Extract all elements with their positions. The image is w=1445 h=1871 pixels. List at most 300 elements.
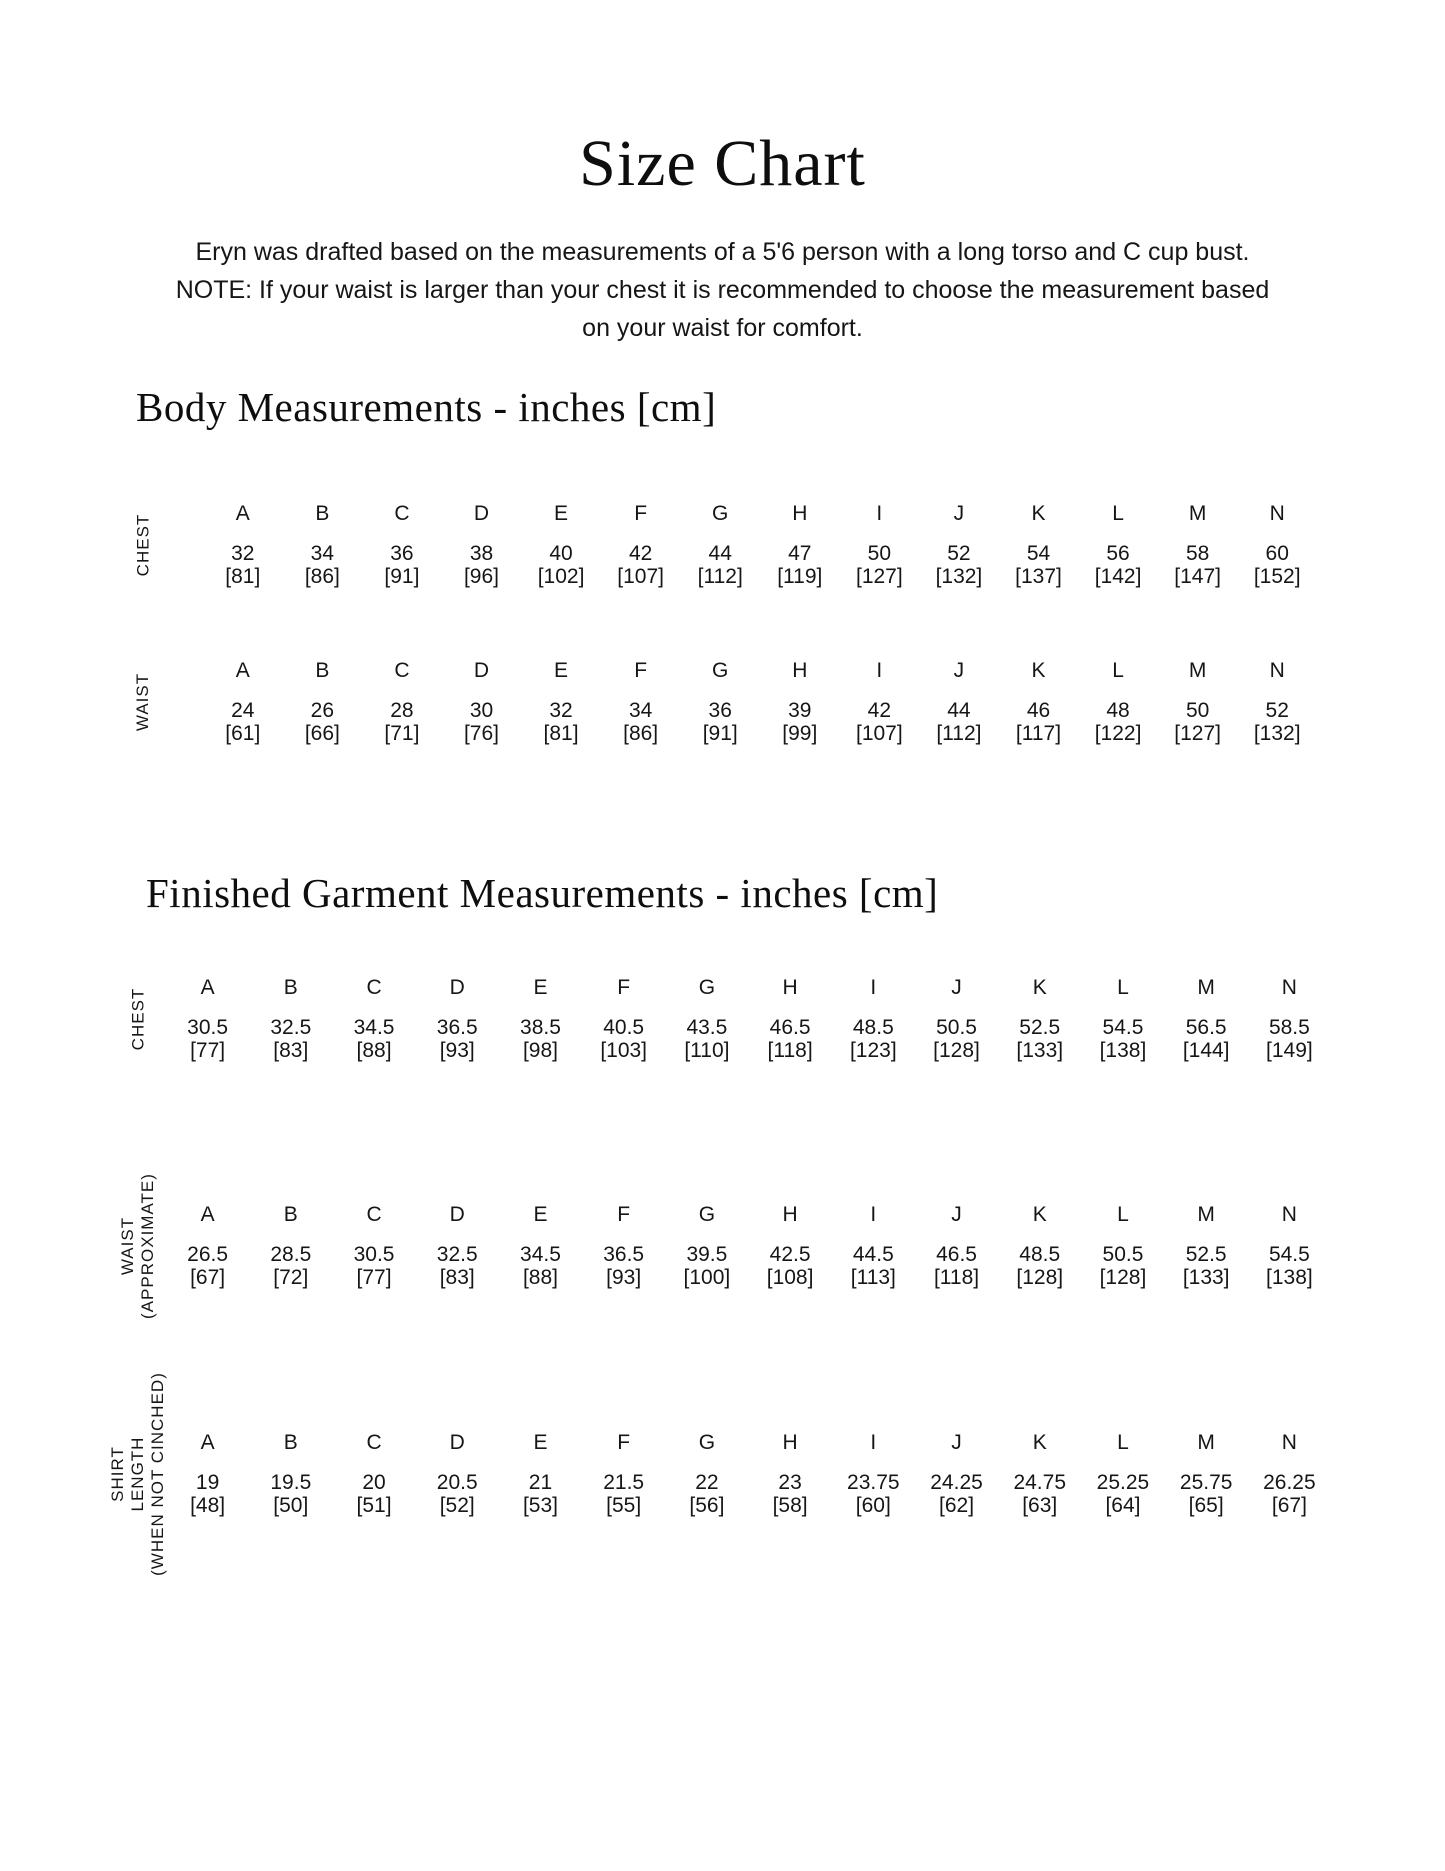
size-value-cm: [81] <box>543 722 579 745</box>
size-cell-a <box>203 502 283 588</box>
size-letter: K <box>1032 1203 1047 1226</box>
size-letter: J <box>951 1203 962 1226</box>
size-value-inches: 24.25 <box>930 1471 983 1494</box>
size-letter: A <box>235 502 250 525</box>
size-value-inches: 20.5 <box>436 1471 478 1494</box>
size-cell-c <box>332 1431 415 1517</box>
size-value-inches: 21.5 <box>603 1471 645 1494</box>
size-value-cm: [112] <box>697 565 743 588</box>
size-cell-d <box>416 1431 499 1517</box>
size-letter: F <box>617 976 631 999</box>
size-value-cm: [149] <box>1266 1039 1313 1062</box>
size-value-inches: 42 <box>867 699 892 722</box>
size-value-cm: [91] <box>702 722 738 745</box>
size-value-inches: 48 <box>1106 699 1130 722</box>
size-letter: B <box>283 1203 298 1226</box>
size-letter: E <box>533 1431 548 1454</box>
size-letter: C <box>394 659 410 682</box>
size-value-cm: [77] <box>190 1039 226 1062</box>
size-cell-i <box>832 976 915 1062</box>
size-value-inches: 36.5 <box>603 1243 645 1266</box>
size-value-inches: 34 <box>310 542 335 565</box>
size-letter: F <box>617 1431 631 1454</box>
size-value-inches: 36 <box>708 699 732 722</box>
size-value-cm: [107] <box>855 722 903 745</box>
size-letter: G <box>698 1203 716 1226</box>
size-cell-g <box>665 976 748 1062</box>
size-grid <box>203 502 1317 588</box>
size-value-cm: [88] <box>356 1039 392 1062</box>
size-value-cm: [119] <box>777 565 823 588</box>
size-cell-i <box>840 659 920 745</box>
size-value-cm: [132] <box>1253 722 1301 745</box>
size-value-inches: 46.5 <box>936 1243 977 1266</box>
size-value-inches: 39.5 <box>686 1243 728 1266</box>
size-value-inches: 54.5 <box>1102 1016 1144 1039</box>
size-cell-a <box>203 659 283 745</box>
size-value-inches: 39 <box>788 699 812 722</box>
size-value-inches: 24 <box>231 699 255 722</box>
size-value-cm: [50] <box>273 1494 309 1517</box>
size-letter: G <box>698 1431 716 1454</box>
size-letter: I <box>876 502 883 525</box>
size-value-cm: [103] <box>600 1039 648 1062</box>
size-value-inches: 48.5 <box>1019 1243 1061 1266</box>
size-value-inches: 19.5 <box>270 1471 312 1494</box>
row-label-chest <box>128 988 148 1051</box>
size-cell-k <box>998 976 1081 1062</box>
row-label-line: (WHEN NOT CINCHED) <box>148 1372 168 1576</box>
size-value-cm: [83] <box>273 1039 309 1062</box>
size-value-inches: 38.5 <box>520 1016 561 1039</box>
size-cell-d <box>416 976 499 1062</box>
row-label-line: WAIST <box>118 1216 137 1276</box>
section-heading-finished-garment: Finished Garment Measurements - inches [cm] <box>146 870 939 916</box>
row-body-chest <box>0 502 1445 612</box>
size-letter: N <box>1281 976 1297 999</box>
size-cell-m <box>1165 1431 1248 1517</box>
size-value-inches: 46 <box>1026 699 1051 722</box>
size-letter: G <box>712 659 729 682</box>
size-value-inches: 54 <box>1026 542 1051 565</box>
size-value-cm: [99] <box>782 722 818 745</box>
row-label-chest <box>133 514 153 577</box>
size-cell-n <box>1248 1431 1331 1517</box>
size-letter: D <box>473 659 490 682</box>
size-value-cm: [58] <box>772 1494 808 1517</box>
size-value-cm: [113] <box>850 1266 896 1289</box>
size-value-inches: 30 <box>469 699 494 722</box>
size-value-inches: 28.5 <box>270 1243 312 1266</box>
size-value-cm: [51] <box>356 1494 392 1517</box>
size-cell-l <box>1081 976 1164 1062</box>
size-value-inches: 44 <box>947 699 971 722</box>
size-value-inches: 56 <box>1106 542 1130 565</box>
size-grid <box>166 1203 1331 1289</box>
row-label-line: CHEST <box>133 513 152 577</box>
size-value-cm: [123] <box>849 1039 897 1062</box>
size-cell-k <box>998 1203 1081 1289</box>
row-label-waist <box>133 673 153 731</box>
size-cell-n <box>1237 502 1317 588</box>
size-value-cm: [77] <box>356 1266 392 1289</box>
size-cell-j <box>919 659 999 745</box>
size-grid <box>166 1431 1331 1517</box>
size-letter: B <box>283 976 298 999</box>
size-value-inches: 26.5 <box>187 1243 229 1266</box>
size-letter: M <box>1197 976 1215 999</box>
size-value-cm: [55] <box>606 1494 642 1517</box>
row-finished-shirt-length <box>0 1372 1445 1576</box>
size-letter: G <box>698 976 716 999</box>
size-letter: C <box>366 976 382 999</box>
size-letter: I <box>870 1431 877 1454</box>
size-letter: J <box>953 659 965 682</box>
size-value-cm: [53] <box>522 1494 558 1517</box>
size-value-cm: [52] <box>439 1494 475 1517</box>
size-value-cm: [62] <box>939 1494 975 1517</box>
size-letter: G <box>712 502 729 525</box>
size-letter: M <box>1197 1203 1215 1226</box>
size-cell-d <box>416 1203 499 1289</box>
size-letter: K <box>1032 976 1047 999</box>
size-value-cm: [117] <box>1015 722 1062 745</box>
size-cell-n <box>1248 976 1331 1062</box>
size-value-cm: [61] <box>225 722 261 745</box>
size-value-cm: [144] <box>1182 1039 1230 1062</box>
size-letter: D <box>449 976 465 999</box>
size-cell-e <box>521 502 601 588</box>
size-value-inches: 44 <box>708 542 732 565</box>
size-cell-n <box>1248 1203 1331 1289</box>
size-value-cm: [142] <box>1094 565 1142 588</box>
size-value-inches: 30.5 <box>353 1243 395 1266</box>
size-letter: H <box>782 1203 798 1226</box>
size-letter: L <box>1117 1203 1129 1226</box>
size-letter: D <box>449 1203 465 1226</box>
intro-line-1: Eryn was drafted based on the measurements of a 5'6 person with a long torso and C cup bust. <box>195 238 1250 266</box>
size-value-cm: [76] <box>463 722 499 745</box>
size-letter: N <box>1269 502 1285 525</box>
size-value-inches: 26 <box>310 699 335 722</box>
size-value-cm: [108] <box>766 1266 814 1289</box>
size-value-inches: 46.5 <box>769 1016 811 1039</box>
page-title: Size Chart <box>579 127 866 200</box>
size-value-cm: [152] <box>1253 565 1301 588</box>
size-cell-c <box>332 1203 415 1289</box>
size-value-cm: [127] <box>1174 722 1221 745</box>
size-letter: N <box>1281 1431 1297 1454</box>
size-cell-l <box>1081 1431 1164 1517</box>
size-letter: A <box>200 1431 215 1454</box>
size-value-cm: [67] <box>1271 1494 1307 1517</box>
size-value-cm: [48] <box>190 1494 226 1517</box>
row-label-line: LENGTH <box>128 1436 148 1512</box>
size-cell-a <box>166 1431 249 1517</box>
row-label-line: WAIST <box>132 672 152 732</box>
size-cell-n <box>1237 659 1317 745</box>
size-letter: B <box>283 1431 298 1454</box>
size-value-inches: 58.5 <box>1268 1016 1310 1039</box>
size-cell-d <box>442 659 522 745</box>
size-cell-g <box>680 502 760 588</box>
size-value-cm: [88] <box>522 1266 558 1289</box>
size-value-inches: 19 <box>195 1471 220 1494</box>
size-letter: H <box>782 976 798 999</box>
size-cell-m <box>1158 659 1238 745</box>
row-label-line: CHEST <box>128 987 147 1051</box>
size-cell-l <box>1078 502 1158 588</box>
size-letter: F <box>617 1203 631 1226</box>
size-cell-b <box>283 659 363 745</box>
size-value-inches: 50 <box>867 542 892 565</box>
size-cell-j <box>915 976 998 1062</box>
size-cell-a <box>166 976 249 1062</box>
size-letter: L <box>1117 976 1129 999</box>
size-value-inches: 36.5 <box>436 1016 478 1039</box>
size-cell-b <box>249 1203 332 1289</box>
size-value-cm: [60] <box>855 1494 891 1517</box>
intro-line-3: on your waist for comfort. <box>582 314 863 342</box>
size-value-cm: [96] <box>463 565 499 588</box>
size-value-cm: [93] <box>439 1039 475 1062</box>
row-label-waist-approximate <box>118 1173 158 1319</box>
size-value-cm: [83] <box>439 1266 475 1289</box>
size-letter: L <box>1112 659 1124 682</box>
size-letter: C <box>366 1203 382 1226</box>
size-value-cm: [118] <box>933 1266 980 1289</box>
row-finished-waist-approximate <box>0 1173 1445 1319</box>
size-cell-l <box>1081 1203 1164 1289</box>
size-value-cm: [93] <box>606 1266 642 1289</box>
size-value-inches: 52.5 <box>1185 1243 1227 1266</box>
section-heading-body-measurements: Body Measurements - inches [cm] <box>136 384 717 430</box>
size-letter: A <box>200 976 215 999</box>
size-letter: E <box>554 502 569 525</box>
size-value-inches: 50.5 <box>936 1016 977 1039</box>
size-value-inches: 58 <box>1185 542 1210 565</box>
size-value-cm: [91] <box>384 565 420 588</box>
size-letter: L <box>1117 1431 1129 1454</box>
size-value-inches: 32 <box>231 542 255 565</box>
size-value-cm: [112] <box>936 722 982 745</box>
size-letter: I <box>876 659 883 682</box>
size-cell-i <box>840 502 920 588</box>
size-value-cm: [81] <box>225 565 261 588</box>
size-value-inches: 48.5 <box>852 1016 894 1039</box>
size-cell-g <box>665 1203 748 1289</box>
size-letter: C <box>366 1431 382 1454</box>
size-value-cm: [72] <box>273 1266 309 1289</box>
size-value-cm: [118] <box>767 1039 813 1062</box>
size-value-cm: [147] <box>1174 565 1221 588</box>
size-letter: J <box>951 976 962 999</box>
size-value-cm: [63] <box>1022 1494 1058 1517</box>
size-cell-h <box>749 1431 832 1517</box>
row-label-shirt-length <box>108 1372 168 1576</box>
size-cell-d <box>442 502 522 588</box>
size-cell-h <box>749 1203 832 1289</box>
size-cell-k <box>998 1431 1081 1517</box>
size-cell-m <box>1165 976 1248 1062</box>
row-label-line: (APPROXIMATE) <box>138 1173 157 1319</box>
size-value-inches: 50 <box>1185 699 1210 722</box>
size-cell-e <box>499 976 582 1062</box>
size-cell-b <box>249 976 332 1062</box>
size-cell-a <box>166 1203 249 1289</box>
size-value-inches: 54.5 <box>1268 1243 1310 1266</box>
size-letter: K <box>1031 659 1046 682</box>
size-cell-f <box>582 1431 665 1517</box>
row-label-wrap <box>63 627 223 777</box>
size-letter: H <box>792 659 808 682</box>
size-letter: N <box>1269 659 1285 682</box>
size-letter: M <box>1188 502 1207 525</box>
size-value-cm: [133] <box>1182 1266 1230 1289</box>
size-letter: J <box>953 502 965 525</box>
size-value-inches: 60 <box>1265 542 1289 565</box>
size-value-inches: 26.25 <box>1263 1471 1316 1494</box>
row-body-waist <box>0 659 1445 769</box>
size-value-inches: 23.75 <box>847 1471 900 1494</box>
size-cell-j <box>915 1203 998 1289</box>
size-value-inches: 40.5 <box>603 1016 645 1039</box>
size-value-inches: 52 <box>947 542 971 565</box>
size-cell-h <box>760 659 840 745</box>
size-value-cm: [102] <box>537 565 585 588</box>
size-value-inches: 56.5 <box>1185 1016 1227 1039</box>
size-grid <box>203 659 1317 745</box>
size-value-inches: 23 <box>778 1471 802 1494</box>
size-cell-b <box>283 502 363 588</box>
size-cell-f <box>601 502 681 588</box>
size-value-cm: [56] <box>689 1494 725 1517</box>
size-value-cm: [66] <box>304 722 340 745</box>
size-cell-g <box>680 659 760 745</box>
size-value-inches: 28 <box>390 699 414 722</box>
size-letter: J <box>951 1431 962 1454</box>
size-value-inches: 42.5 <box>769 1243 811 1266</box>
size-cell-f <box>582 976 665 1062</box>
size-value-cm: [100] <box>683 1266 731 1289</box>
size-letter: H <box>792 502 808 525</box>
size-cell-m <box>1158 502 1238 588</box>
size-value-cm: [138] <box>1099 1039 1147 1062</box>
size-value-cm: [107] <box>617 565 664 588</box>
size-value-inches: 21 <box>528 1471 553 1494</box>
size-value-inches: 52 <box>1265 699 1289 722</box>
size-letter: B <box>315 659 330 682</box>
size-cell-k <box>999 659 1079 745</box>
size-letter: E <box>554 659 569 682</box>
size-letter: I <box>870 1203 877 1226</box>
size-value-cm: [127] <box>855 565 903 588</box>
size-cell-e <box>521 659 601 745</box>
size-letter: C <box>394 502 410 525</box>
size-letter: L <box>1112 502 1124 525</box>
size-value-inches: 32.5 <box>270 1016 312 1039</box>
size-letter: M <box>1197 1431 1215 1454</box>
size-value-cm: [67] <box>190 1266 226 1289</box>
size-value-cm: [64] <box>1105 1494 1141 1517</box>
intro-text <box>0 233 1445 347</box>
size-value-cm: [86] <box>304 565 340 588</box>
size-value-inches: 34 <box>628 699 653 722</box>
size-cell-j <box>915 1431 998 1517</box>
row-finished-chest <box>0 976 1445 1086</box>
size-letter: N <box>1281 1203 1297 1226</box>
size-value-cm: [128] <box>1016 1266 1064 1289</box>
size-value-inches: 34.5 <box>520 1243 561 1266</box>
size-value-cm: [98] <box>522 1039 558 1062</box>
size-value-inches: 50.5 <box>1102 1243 1144 1266</box>
size-value-cm: [137] <box>1015 565 1062 588</box>
size-cell-c <box>362 659 442 745</box>
size-value-cm: [128] <box>1099 1266 1147 1289</box>
size-cell-h <box>749 976 832 1062</box>
size-grid <box>166 976 1331 1062</box>
size-value-inches: 32 <box>549 699 573 722</box>
size-value-inches: 30.5 <box>187 1016 229 1039</box>
size-letter: K <box>1031 502 1046 525</box>
size-value-cm: [65] <box>1188 1494 1224 1517</box>
size-letter: E <box>533 976 548 999</box>
size-cell-i <box>832 1203 915 1289</box>
size-value-inches: 24.75 <box>1013 1471 1067 1494</box>
size-value-inches: 22 <box>695 1471 719 1494</box>
size-value-inches: 43.5 <box>686 1016 728 1039</box>
intro-line-2: NOTE: If your waist is larger than your chest it is recommended to choose the measurement based <box>175 276 1270 304</box>
size-letter: F <box>634 502 648 525</box>
size-value-cm: [128] <box>933 1039 980 1062</box>
size-value-inches: 36 <box>390 542 414 565</box>
size-value-inches: 38 <box>469 542 494 565</box>
row-label-line: SHIRT <box>108 1446 128 1502</box>
size-letter: B <box>315 502 330 525</box>
size-cell-c <box>332 976 415 1062</box>
size-letter: D <box>449 1431 465 1454</box>
size-letter: E <box>533 1203 548 1226</box>
size-letter: F <box>634 659 648 682</box>
size-value-cm: [132] <box>935 565 983 588</box>
size-cell-l <box>1078 659 1158 745</box>
size-cell-m <box>1165 1203 1248 1289</box>
size-letter: A <box>235 659 250 682</box>
size-value-inches: 34.5 <box>353 1016 395 1039</box>
size-value-inches: 25.75 <box>1179 1471 1233 1494</box>
size-cell-i <box>832 1431 915 1517</box>
size-value-cm: [138] <box>1266 1266 1313 1289</box>
size-cell-k <box>999 502 1079 588</box>
size-cell-h <box>760 502 840 588</box>
size-value-inches: 40 <box>549 542 573 565</box>
size-letter: I <box>870 976 877 999</box>
size-letter: H <box>782 1431 798 1454</box>
size-cell-e <box>499 1203 582 1289</box>
size-value-cm: [133] <box>1016 1039 1064 1062</box>
row-label-wrap <box>63 470 223 620</box>
size-cell-c <box>362 502 442 588</box>
size-cell-e <box>499 1431 582 1517</box>
size-cell-f <box>582 1203 665 1289</box>
size-value-inches: 20 <box>362 1471 386 1494</box>
size-letter: M <box>1188 659 1207 682</box>
size-cell-f <box>601 659 681 745</box>
size-cell-b <box>249 1431 332 1517</box>
size-letter: D <box>473 502 490 525</box>
size-value-inches: 52.5 <box>1019 1016 1061 1039</box>
size-letter: K <box>1032 1431 1047 1454</box>
